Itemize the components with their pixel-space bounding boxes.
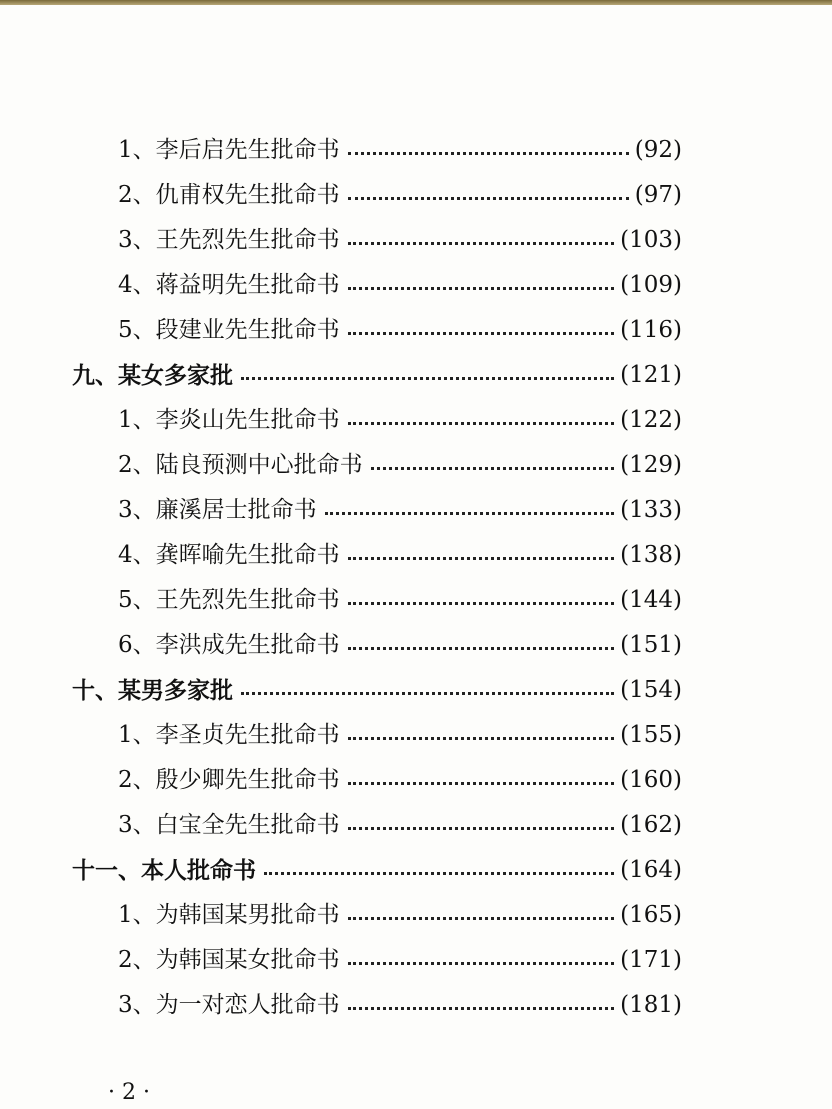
toc-item-row (0, 623, 832, 668)
toc-item-title: 4、蒋益明先生批命书 (118, 272, 340, 298)
leader-dots (348, 152, 629, 155)
toc-item-row (0, 758, 832, 803)
toc-page-number: (109) (620, 272, 682, 298)
toc-page-number: (122) (620, 407, 682, 433)
page-number: · 2 · (108, 1080, 150, 1105)
toc-item-row (0, 803, 832, 848)
toc-section-row (0, 668, 832, 713)
toc-page-number: (154) (620, 677, 682, 703)
toc-item-title: 3、白宝全先生批命书 (118, 812, 340, 838)
leader-dots (348, 242, 615, 245)
toc-page-number: (133) (620, 497, 682, 523)
toc-item-row (0, 398, 832, 443)
toc-item-title: 1、李炎山先生批命书 (118, 407, 340, 433)
toc-item-title: 5、段建业先生批命书 (118, 317, 340, 343)
toc-item-title: 3、廉溪居士批命书 (118, 497, 317, 523)
toc-page-number: (181) (620, 992, 682, 1018)
toc-page-number: (164) (620, 857, 682, 883)
toc-section-row (0, 353, 832, 398)
toc-page-number: (165) (620, 902, 682, 928)
toc-item-row (0, 533, 832, 578)
toc-item-row (0, 938, 832, 983)
toc-item-row (0, 128, 832, 173)
leader-dots (348, 287, 615, 290)
toc-item-title: 4、龚晖喻先生批命书 (118, 542, 340, 568)
toc-item-title: 5、王先烈先生批命书 (118, 587, 340, 613)
toc-item-title: 2、仇甫权先生批命书 (118, 182, 340, 208)
leader-dots (348, 197, 629, 200)
toc-item-row (0, 713, 832, 758)
leader-dots (325, 512, 615, 515)
leader-dots (348, 737, 615, 740)
leader-dots (241, 692, 614, 695)
toc-item-title: 3、为一对恋人批命书 (118, 992, 340, 1018)
toc-page-number: (116) (620, 317, 682, 343)
toc-item-title: 2、陆良预测中心批命书 (118, 452, 363, 478)
toc-section-title: 九、某女多家批 (72, 362, 233, 389)
leader-dots (348, 332, 615, 335)
toc-page-number: (103) (620, 227, 682, 253)
toc-section-title: 十、某男多家批 (72, 677, 233, 704)
toc-item-title: 1、为韩国某男批命书 (118, 902, 340, 928)
toc-item-title: 2、为韩国某女批命书 (118, 947, 340, 973)
toc-item-row (0, 443, 832, 488)
toc-item-row (0, 578, 832, 623)
toc-page-number: (171) (620, 947, 682, 973)
toc-page-number: (97) (634, 182, 682, 208)
leader-dots (348, 962, 615, 965)
leader-dots (241, 377, 614, 380)
leader-dots (348, 647, 615, 650)
toc-item-row (0, 893, 832, 938)
toc-page-number: (160) (620, 767, 682, 793)
toc-page-number: (162) (620, 812, 682, 838)
toc-page-number: (155) (620, 722, 682, 748)
toc-section-row (0, 848, 832, 893)
toc-item-title: 2、殷少卿先生批命书 (118, 767, 340, 793)
top-border (0, 0, 832, 5)
leader-dots (348, 422, 615, 425)
toc-item-title: 3、王先烈先生批命书 (118, 227, 340, 253)
toc-item-row (0, 488, 832, 533)
leader-dots (348, 602, 615, 605)
toc-section-title: 十一、本人批命书 (72, 857, 256, 884)
toc-page-number: (151) (620, 632, 682, 658)
toc-page-number: (92) (634, 137, 682, 163)
leader-dots (348, 917, 615, 920)
toc-item-row (0, 308, 832, 353)
toc-item-row (0, 173, 832, 218)
toc-item-row (0, 218, 832, 263)
leader-dots (348, 782, 615, 785)
toc-item-row (0, 983, 832, 1028)
leader-dots (371, 467, 615, 470)
toc-page-number: (138) (620, 542, 682, 568)
toc-page-number: (121) (620, 362, 682, 388)
toc-page-number: (144) (620, 587, 682, 613)
toc-item-row (0, 263, 832, 308)
leader-dots (264, 872, 614, 875)
leader-dots (348, 557, 615, 560)
table-of-contents (0, 128, 832, 1028)
leader-dots (348, 827, 615, 830)
leader-dots (348, 1007, 615, 1010)
toc-item-title: 6、李洪成先生批命书 (118, 632, 340, 658)
toc-page-number: (129) (620, 452, 682, 478)
toc-item-title: 1、李圣贞先生批命书 (118, 722, 340, 748)
toc-item-title: 1、李后启先生批命书 (118, 137, 340, 163)
